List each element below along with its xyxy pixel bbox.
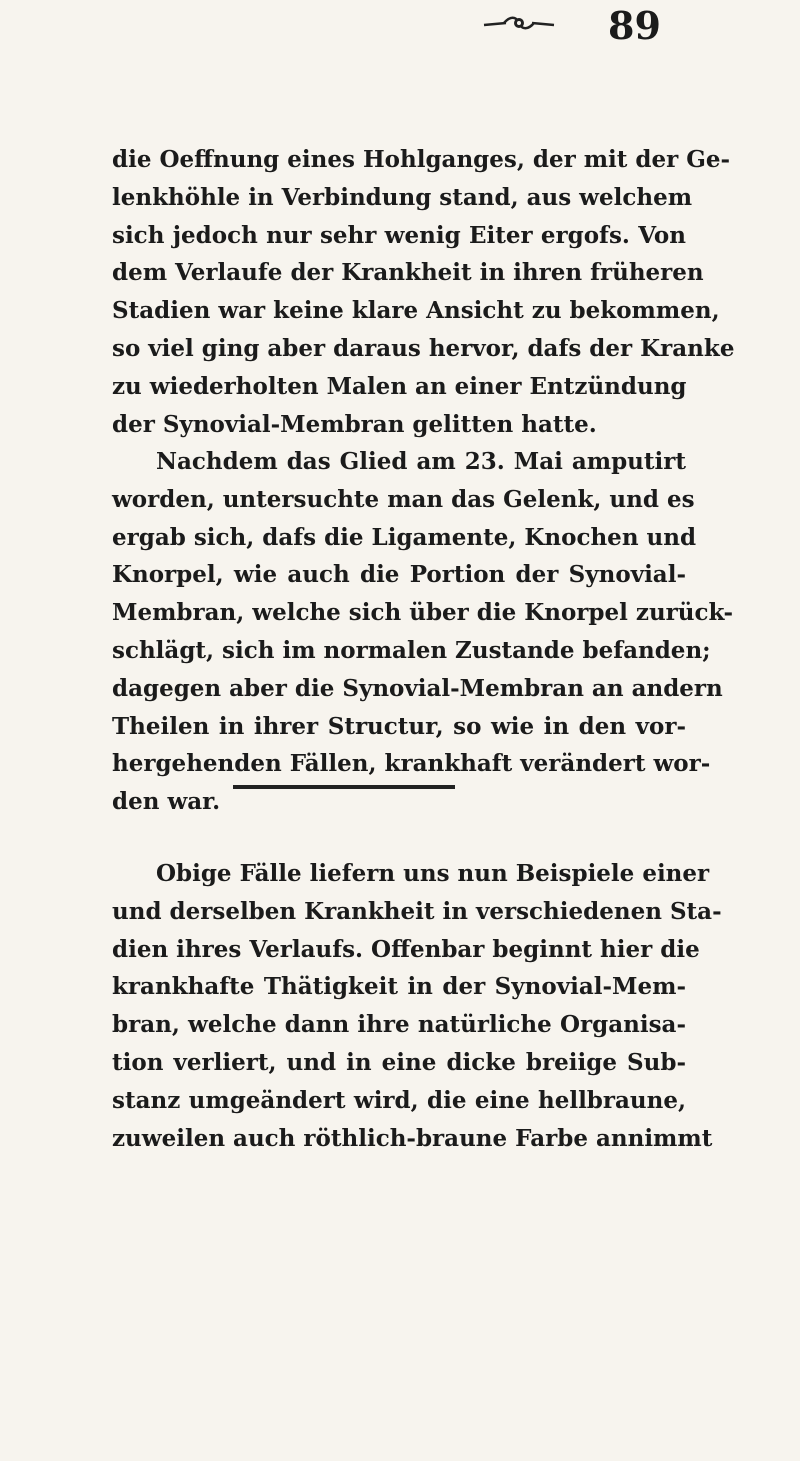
paragraph-3 xyxy=(112,855,722,1157)
text-line: dem Verlaufe der Krankheit in ihren früheren xyxy=(112,259,704,287)
text-line: und derselben Krankheit in verschiedenen Sta- xyxy=(112,897,722,925)
paragraph-1 xyxy=(112,141,735,443)
paragraph-2 xyxy=(112,443,734,821)
ornament-icon xyxy=(482,12,556,34)
text-line: tion verliert, und in eine dicke breiige Sub- xyxy=(112,1048,686,1076)
text-line: worden, untersuchte man das Gelenk, und es xyxy=(112,485,695,513)
text-line: die Oeffnung eines Hohlganges, der mit der Ge- xyxy=(112,146,731,173)
text-line: den war. xyxy=(112,788,221,816)
text-line: schlägt, sich im normalen Zustande befanden; xyxy=(112,636,711,664)
text-line: sich jedoch nur sehr wenig Eiter ergofs. Von xyxy=(112,221,686,249)
text-line: ergab sich, dafs die Ligamente, Knochen und xyxy=(112,523,697,551)
text-line: stanz umgeändert wird, die eine hellbraune, xyxy=(112,1086,686,1114)
text-line: Nachdem das Glied am 23. Mai amputirt xyxy=(156,448,686,475)
text-line: so viel ging aber daraus hervor, dafs der Kranke xyxy=(112,334,735,362)
text-line: lenkhöhle in Verbindung stand, aus welchem xyxy=(112,183,693,211)
text-line: Obige Fälle liefern uns nun Beispiele einer xyxy=(156,860,710,887)
text-line: der Synovial-Membran gelitten hatte. xyxy=(112,410,597,438)
text-line: bran, welche dann ihre natürliche Organisa- xyxy=(112,1011,686,1039)
text-line: dagegen aber die Synovial-Membran an andern xyxy=(112,674,723,702)
text-line: Stadien war keine klare Ansicht zu bekommen, xyxy=(112,297,720,325)
text-line: Membran, welche sich über die Knorpel zurück- xyxy=(112,599,734,627)
text-line: dien ihres Verlaufs. Offenbar beginnt hier die xyxy=(112,935,700,963)
text-line: Theilen in ihrer Structur, so wie in den vor- xyxy=(112,712,686,740)
text-line: zuweilen auch röthlich-braune Farbe annimmt xyxy=(112,1124,713,1152)
page-number: 89 xyxy=(608,3,661,48)
text-line: krankhafte Thätigkeit in der Synovial-Mem- xyxy=(112,973,686,1001)
section-divider xyxy=(233,785,455,789)
text-line: zu wiederholten Malen an einer Entzündung xyxy=(112,372,687,400)
text-line: Knorpel, wie auch die Portion der Synovial- xyxy=(112,561,686,589)
text-line: hergehenden Fällen, krankhaft verändert wor- xyxy=(112,750,711,778)
